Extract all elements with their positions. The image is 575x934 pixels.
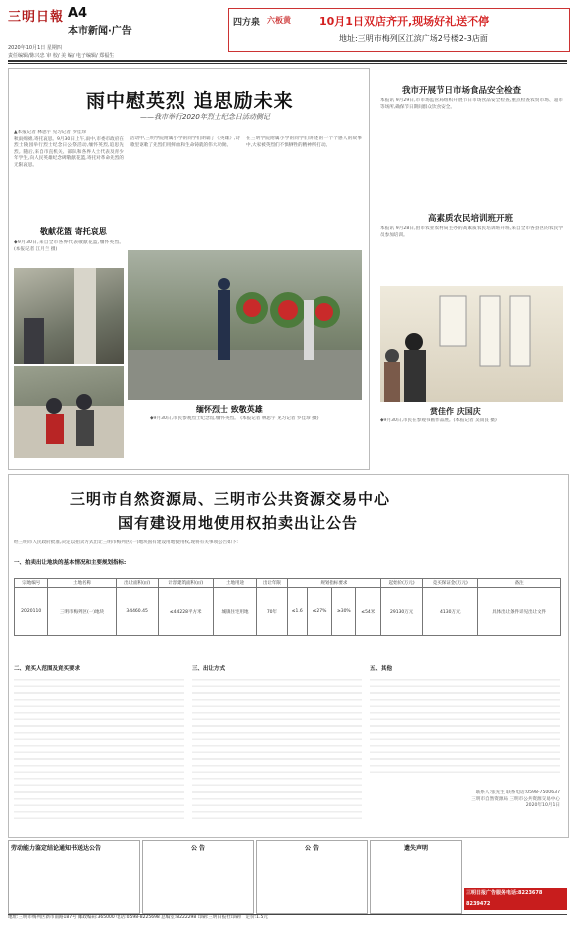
bottom-ad-1: [8, 840, 140, 914]
notice-section-2: 二、竞买人范围及竞买要求: [14, 666, 81, 672]
exhibition-caption-title: 赏佳作 庆国庆: [430, 407, 481, 416]
notice-section-5: 五、其他: [370, 666, 393, 672]
table-cell: 2020110: [15, 588, 48, 636]
main-headline: 雨中慰英烈 追思励未来: [86, 90, 294, 112]
notice-contact: 联系人:张先生 联系电话:0598-7500637: [475, 790, 560, 795]
bottom-ad-2-title: 公 告: [190, 845, 206, 852]
food-safety-body: 本报讯 9月29日,市市场监管局组织开展节日市场食品安全检查,重点检查农贸市场、超市等场所,确保节日期间群众饮食安全。: [380, 98, 563, 110]
table-cell: 具体出让条件详见出让文件: [478, 588, 561, 636]
notice-column-2: [192, 674, 362, 824]
memorial-photo-left: [14, 268, 124, 364]
bottom-ad-1-title: 劳动能力鉴定结论通知书送达公告: [11, 845, 102, 852]
table-cell: 29130万元: [381, 588, 423, 636]
photo2-caption-credit: (本报记者 林思宇 见习记者 罗佳珍 摄): [240, 416, 319, 421]
notice-date: 2020年10月1日: [525, 803, 560, 809]
table-cell: 三明市梅列区(一)地块: [48, 588, 116, 636]
main-subheadline: ——我市举行2020年烈士纪念日活动侧记: [140, 113, 270, 121]
memorial-photo-left-art: [14, 268, 124, 364]
section-title: 本市新闻·广告: [68, 26, 132, 37]
photo1-caption-body: ◆9月30日,来自全市各界代表敬献花篮,缅怀英烈。: [14, 240, 124, 245]
ad-hotline-banner: 三明日报广告服务电话:8223678 8239472: [464, 888, 567, 910]
issue-date: 2020年10月1日 星期四: [8, 45, 62, 51]
header-rule-thin: [8, 63, 567, 64]
table-cell: 4130万元: [423, 588, 478, 636]
ad-brand: 四方泉: [233, 18, 261, 28]
art-exhibition-photo: [380, 286, 563, 402]
notice-intro: 经三明市人民政府批准,决定以拍卖方式出让三明市梅列区(一)地块国有建设用地使用权,现将有关事项公告如下:: [14, 540, 238, 545]
photo1-caption-title: 敬献花篮 寄托哀思: [40, 227, 107, 236]
notice-signature: [400, 790, 560, 830]
exhibition-caption-body: ◆9月30日,市民在参观书画作品展。(本报记者 吴雨良 摄): [380, 418, 497, 423]
story-byline: ▲本报记者 林思宇 见习记者 罗佳珍: [14, 130, 87, 135]
bottom-ad-4: [370, 840, 462, 914]
table-header: 土地用途: [213, 579, 256, 588]
story-paragraph-3: 在三明学院附属小学的同学们讲述的一个个感人的故事中,大家被英烈们不惧牺牲的精神所打动。: [246, 136, 362, 148]
table-cell: ≤1.6: [287, 588, 307, 636]
story-column-3: [246, 136, 362, 246]
table-header: 竞买保证金(万元): [423, 579, 478, 588]
memorial-photo-bottom-art: [14, 366, 124, 458]
art-exhibition-art: [380, 286, 563, 402]
bottom-ad-3-title: 公 告: [304, 845, 320, 852]
table-header: 土地名称: [48, 579, 116, 588]
table-header: 计容建筑面积(㎡): [158, 579, 213, 588]
notice-column-3: [370, 674, 560, 774]
photo1-caption-credit: (本报记者 江月兰 摄): [14, 246, 58, 252]
photo1-caption-text: [14, 240, 124, 264]
story-paragraph-2: 活动中,三明学院附属小学的同学们朗诵了《英雄》,诗歌里讴歌了先烈们用鲜血和生命铸就的伟大功勋。: [130, 136, 240, 148]
table-header: 宗地编号: [15, 579, 48, 588]
table-header: 规划指标要求: [287, 579, 380, 588]
wreath-ceremony-photo: [128, 250, 362, 400]
bottom-ad-3: [256, 840, 368, 914]
issue-meta: [8, 44, 208, 60]
table-cell: 城镇住宅用地: [213, 588, 256, 636]
photo2-caption-text: [150, 416, 360, 442]
land-parcel-table: [14, 578, 561, 636]
top-advertisement: [228, 8, 570, 52]
notice-column-1: [14, 674, 184, 824]
wreath-ceremony-art: [128, 250, 362, 400]
photo2-caption-body: ◆9月30日,市民参观烈士纪念馆,缅怀英烈。: [150, 416, 239, 421]
story-column-1: [14, 130, 124, 222]
page-number: A4: [68, 6, 88, 21]
notice-title-line-2: 国有建设用地使用权拍卖出让公告: [118, 514, 359, 532]
editor-credits: 责任编辑/陈兴忠 审 校/ 美 编/ 电子编辑/ 郑福生: [8, 53, 115, 59]
notice-title-line-1: 三明市自然资源局、三明市公共资源交易中心: [70, 490, 391, 508]
table-header: 出让年限: [257, 579, 287, 588]
table-cell: 34460.45: [116, 588, 158, 636]
story-column-2: [130, 136, 240, 222]
table-row: [15, 588, 561, 636]
notice-section-3: 三、出让方式: [192, 666, 226, 672]
photo2-caption-title: 缅怀烈士 致敬英雄: [196, 405, 263, 414]
page-footer: 地址:三明市梅列区新市南路187号 邮政编码:365000 电话:0598-8225698 总编室:8222298 印刷:三明日报社印刷厂 定价:1.5元: [8, 914, 567, 929]
ad-brand-2: 六板黄: [267, 16, 291, 25]
table-cell: ≤44228平方米: [158, 588, 213, 636]
notice-section-1: 一、拍卖出让地块的基本情况和主要规划指标:: [14, 560, 127, 566]
ad-headline: 10月1日双店齐开,现场好礼送不停: [319, 15, 490, 28]
notice-issuer: 三明市自然资源局 三明市公共资源交易中心: [471, 796, 560, 802]
table-cell: ≤27%: [307, 588, 331, 636]
ad-address: 地址:三明市梅列区江滨广场2号楼2-3店面: [339, 34, 488, 43]
food-safety-headline: 我市开展节日市场食品安全检查: [402, 86, 522, 96]
table-header-row: [15, 579, 561, 588]
memorial-photo-bottom: [14, 366, 124, 458]
table-header: 出让面积(㎡): [116, 579, 158, 588]
story-paragraph-1: 秋雨绵绵,寄托哀思。9月30日上午,雨中,市委市政府在烈士陵园举行烈士纪念日公祭活动,缅怀英烈,追思先烈。随后,来自市直机关、部队和各界人士代表及青少年学生,向人民英雄纪念碑敬献花篮,寄托对革命先烈的无限哀思。: [14, 136, 124, 168]
bottom-ad-2: [142, 840, 254, 914]
table-header: 备注: [478, 579, 561, 588]
newspaper-logo: 三明日報: [8, 10, 65, 25]
farmer-training-body: 本报讯 9月28日,由市农业农村局主办的高素质农民培训班开班,来自全市各县区的农民学员参加培训。: [380, 226, 563, 238]
bottom-ad-4-title: 遗失声明: [403, 845, 428, 852]
table-cell: 70年: [257, 588, 287, 636]
table-cell: ≥30%: [332, 588, 356, 636]
header-rule: [8, 60, 567, 62]
masthead: [8, 6, 178, 42]
farmer-training-headline: 高素质农民培训班开班: [428, 214, 514, 224]
table-header: 起始价(万元): [381, 579, 423, 588]
table-cell: ≤54米: [356, 588, 381, 636]
